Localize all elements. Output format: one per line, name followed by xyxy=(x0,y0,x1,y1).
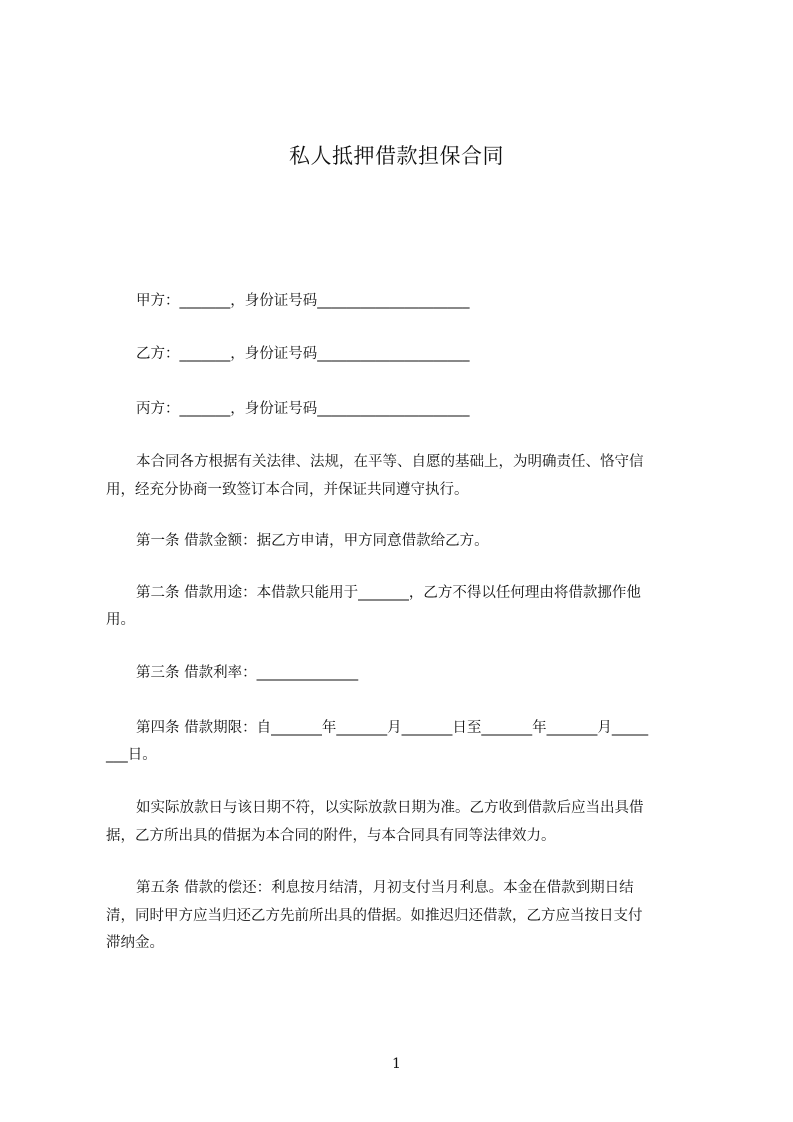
preamble-line-2: 用，经充分协商一致签订本合同，并保证共同遵守执行。 xyxy=(106,482,469,498)
article-5-line-2: 清，同时甲方应当归还乙方先前所出具的借据。如推迟归还借款，乙方应当按日支付 xyxy=(106,908,643,924)
preamble-line-1: 本合同各方根据有关法律、法规，在平等、自愿的基础上，为明确责任、恪守信 xyxy=(136,454,644,470)
page-number: 1 xyxy=(392,1056,401,1072)
article-4-line-1: 第四条 借款期限：自_______年_______月_______日至_______年_______月_____ xyxy=(136,720,649,736)
party-b-line: 乙方：_______，身份证号码_____________________ xyxy=(136,346,470,362)
article-4-line-2: ___日。 xyxy=(106,747,157,763)
document-title: 私人抵押借款担保合同 xyxy=(289,144,504,168)
article-5-line-3: 滞纳金。 xyxy=(106,935,164,951)
article-2-line-1: 第二条 借款用途：本借款只能用于_______，乙方不得以任何理由将借款挪作他 xyxy=(136,585,641,601)
article-5-line-1: 第五条 借款的偿还：利息按月结清，月初支付当月利息。本金在借款到期日结 xyxy=(136,880,634,896)
party-c-line: 丙方：_______，身份证号码_____________________ xyxy=(136,401,470,417)
article-1-line-1: 第一条 借款金额：据乙方申请，甲方同意借款给乙方。 xyxy=(136,533,489,549)
party-a-line: 甲方：_______，身份证号码_____________________ xyxy=(136,293,470,309)
note-line-1: 如实际放款日与该日期不符，以实际放款日期为准。乙方收到借款后应当出具借 xyxy=(136,800,644,816)
article-2-line-2: 用。 xyxy=(106,612,135,628)
article-3-line-1: 第三条 借款利率：______________ xyxy=(136,665,359,681)
note-line-2: 据，乙方所出具的借据为本合同的附件，与本合同具有同等法律效力。 xyxy=(106,828,556,844)
